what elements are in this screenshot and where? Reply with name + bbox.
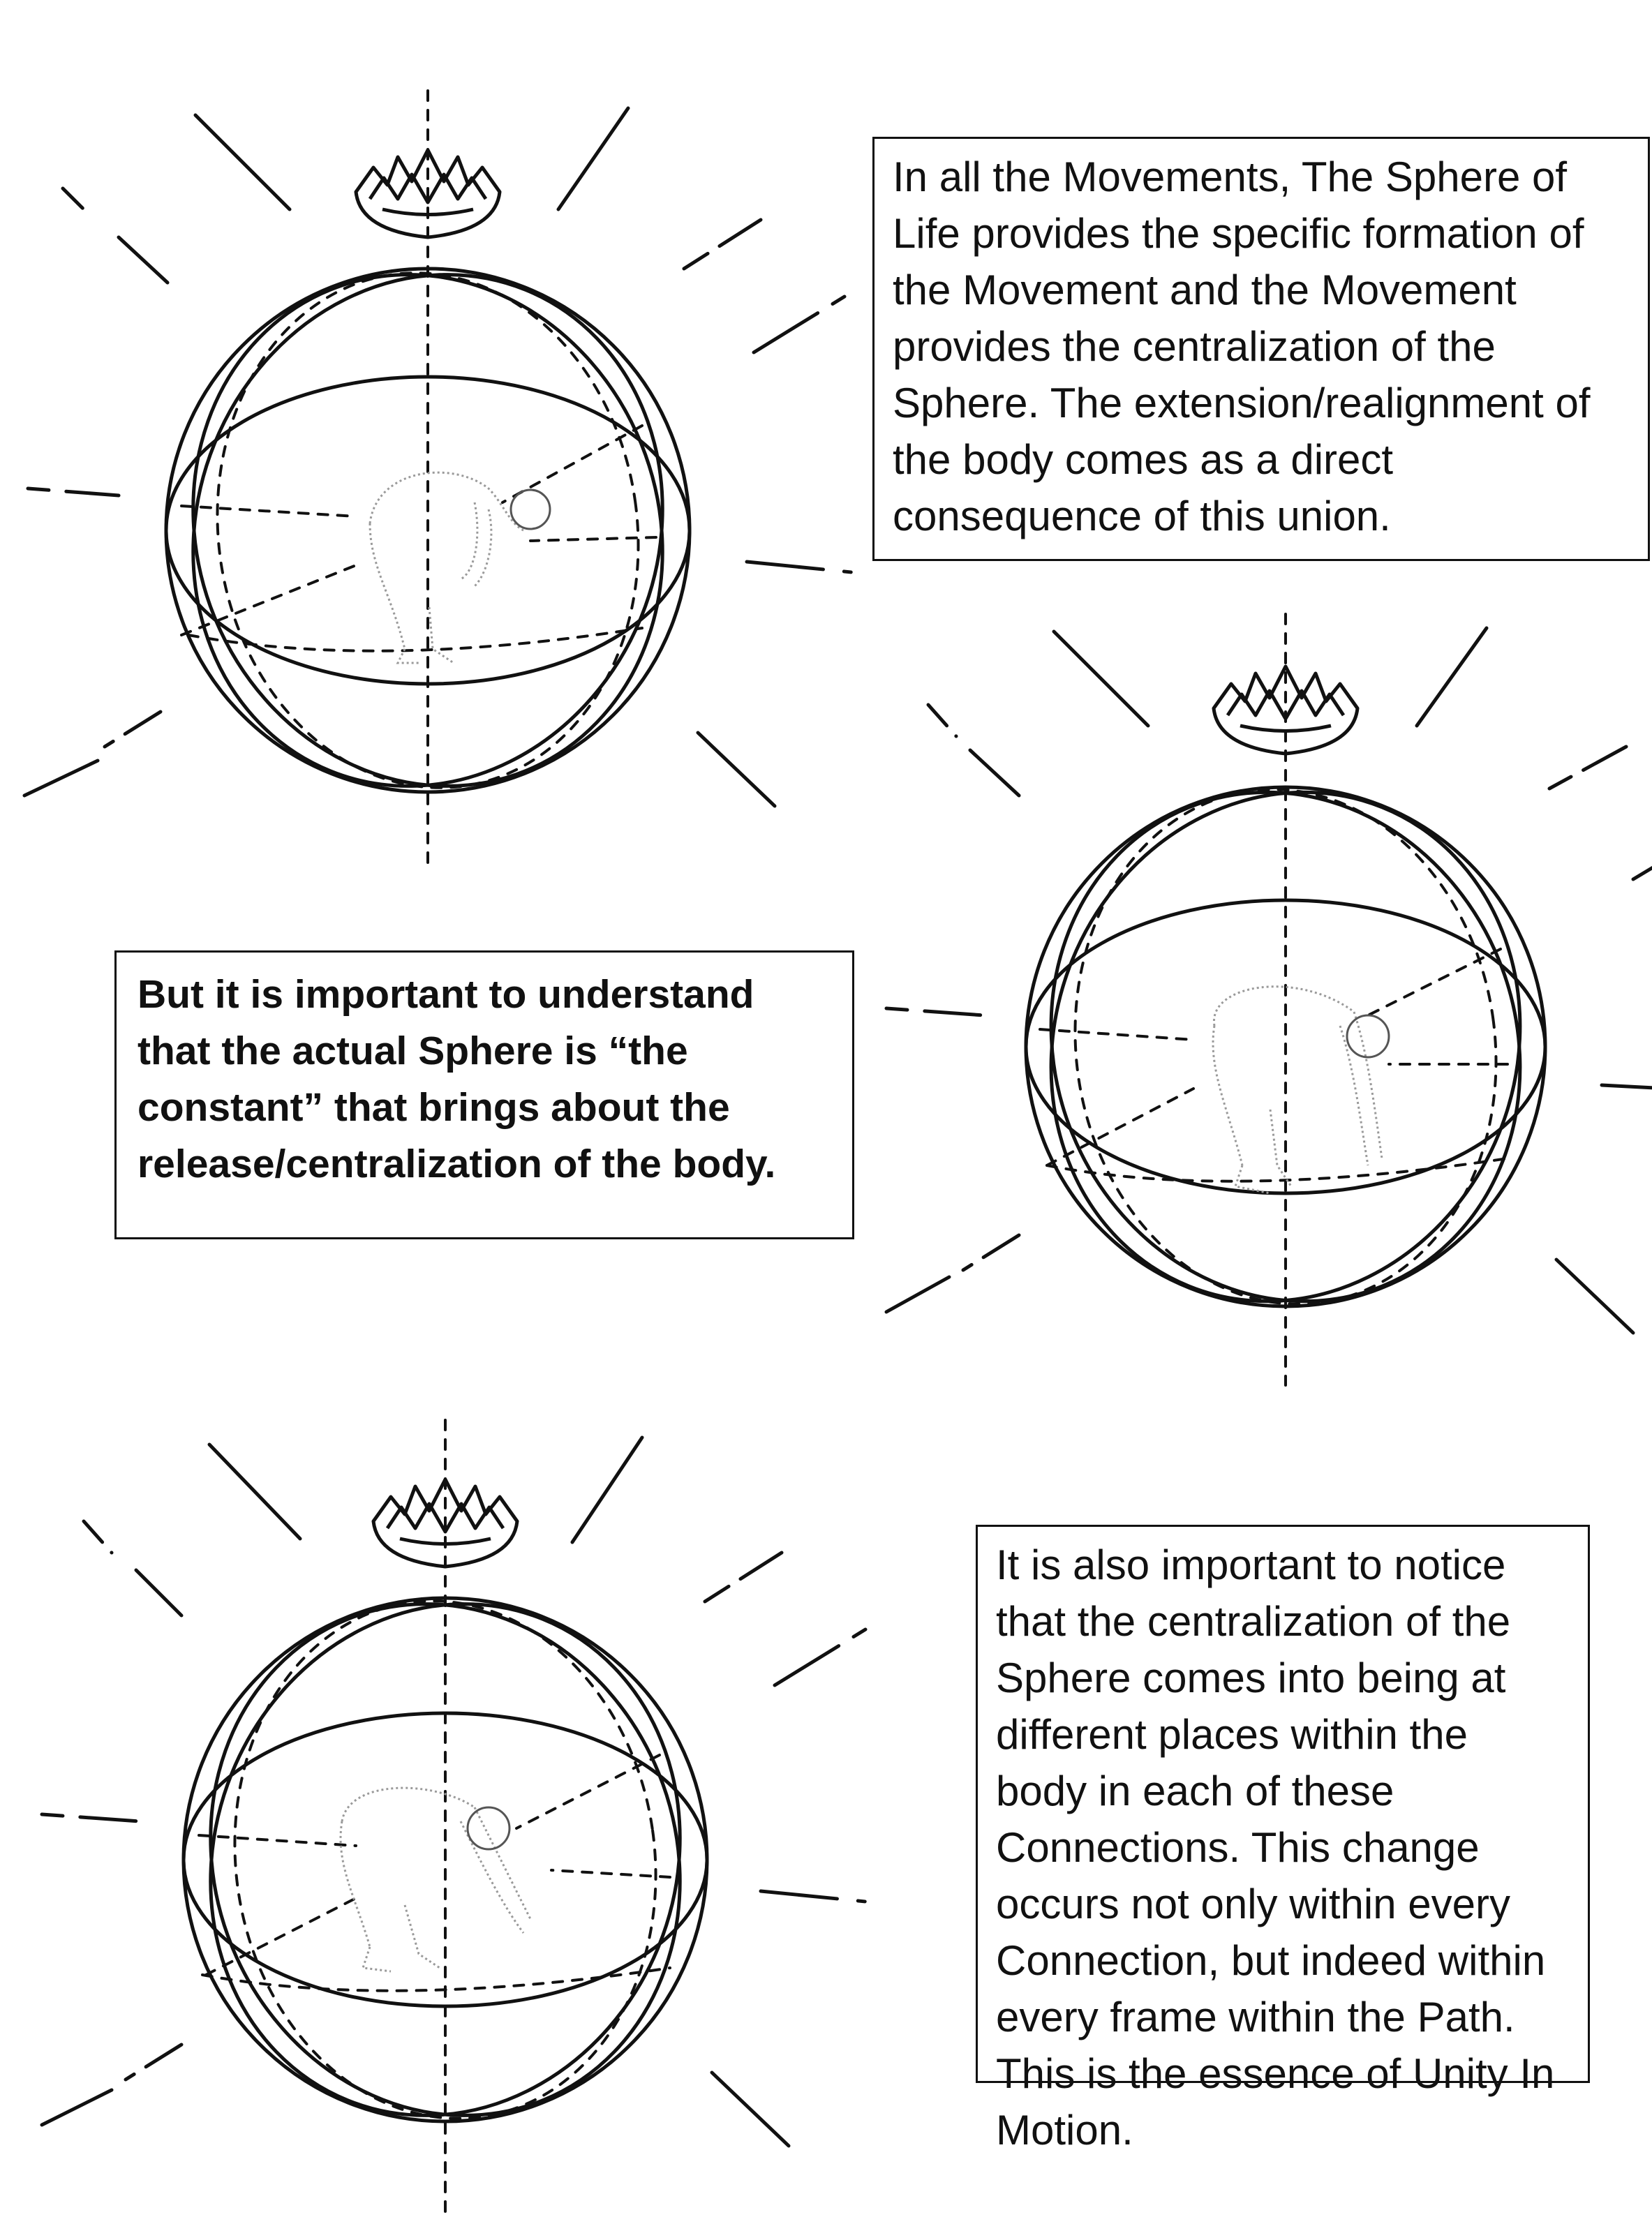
ray-line <box>136 1570 181 1615</box>
text-box-sphere-formation <box>872 137 1650 561</box>
dashed-equator <box>1047 1158 1508 1181</box>
ray-line <box>119 237 168 283</box>
ray-line <box>754 297 844 352</box>
ray-line <box>42 2090 112 2125</box>
ray-line <box>84 1521 112 1553</box>
ray-line <box>1556 1260 1633 1333</box>
ray-line <box>928 705 956 736</box>
ray-line <box>705 1553 782 1602</box>
ray-line <box>712 2073 789 2146</box>
ray-line <box>28 488 119 495</box>
ray-line <box>698 733 775 806</box>
dashed-axis <box>181 506 356 516</box>
dashed-axis <box>1040 1029 1193 1040</box>
ray-line <box>572 1438 642 1542</box>
paragraph-sphere-formation: In all the Movements, The Sphere of Life provides the specific formation of the Movement and the Movement provides the centralization of the Sphere. The extension/realignment of the body comes as a direct consequence of this union. <box>893 154 1591 539</box>
ray-line <box>558 108 628 209</box>
ray-line <box>195 115 290 209</box>
ray-line <box>105 712 161 747</box>
dashed-axis <box>516 1755 660 1828</box>
ray-line <box>1417 628 1487 726</box>
human-figure <box>341 1788 530 1971</box>
ray-line <box>24 761 98 796</box>
sphere-diagram-2 <box>879 607 1652 1389</box>
ray-line <box>126 2045 181 2080</box>
ray-line <box>1054 632 1148 726</box>
ray-line <box>886 1277 949 1312</box>
ray-line <box>761 1891 865 1902</box>
paragraph-sphere-constant: But it is important to understand that the actual Sphere is “the constant” that brings about the release/centralization of the body. <box>137 972 776 1186</box>
sphere-figure-1 <box>42 91 865 872</box>
ray-line <box>1633 858 1652 879</box>
human-figure <box>1213 987 1389 1193</box>
dashed-axis <box>1361 949 1501 1019</box>
human-figure <box>370 472 550 663</box>
ray-line <box>963 1235 1019 1270</box>
text-box-sphere-constant <box>114 950 854 1239</box>
ray-line <box>775 1629 865 1685</box>
sphere-diagram-3 <box>42 1417 865 2217</box>
paragraph-unity-in-motion: It is also important to notice that the centralization of the Sphere comes into being at different places within the body in each of these Connections. This change occurs not only within every Connection, but indeed within every frame within the Path. This is the essence of Unity In Motion. <box>996 1542 1555 2153</box>
ray-line <box>684 220 761 269</box>
sphere-figure-3 <box>42 1417 865 2217</box>
ray-line <box>1602 1085 1652 1089</box>
ray-line <box>970 750 1019 796</box>
sphere-diagram-1 <box>42 91 865 872</box>
dashed-axis <box>199 1835 356 1846</box>
ray-line <box>747 562 851 572</box>
ray-line <box>42 1814 140 1821</box>
ray-line <box>63 188 91 216</box>
dashed-axis <box>551 1870 670 1877</box>
text-box-unity-in-motion <box>976 1525 1590 2153</box>
ray-line <box>886 1008 984 1015</box>
ray-line <box>209 1445 300 1539</box>
ray-line <box>1549 747 1626 789</box>
sphere-figure-2 <box>879 607 1652 1389</box>
